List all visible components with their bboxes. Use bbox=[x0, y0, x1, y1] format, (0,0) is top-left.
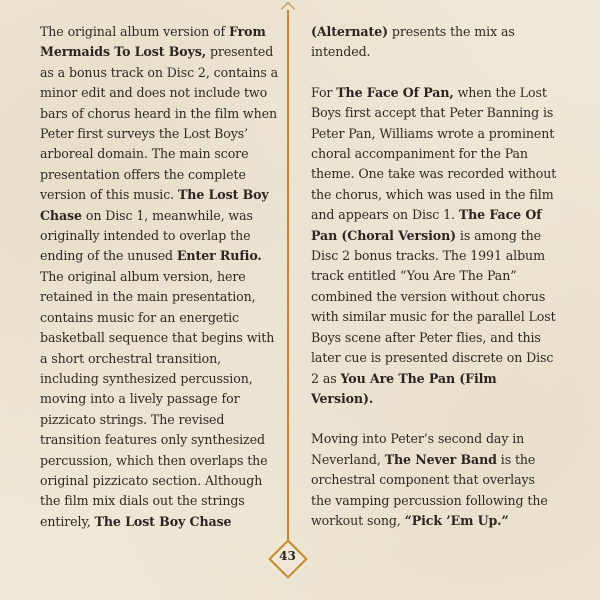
column-divider bbox=[287, 10, 289, 540]
left-column bbox=[40, 22, 280, 532]
text-run: The original album version, here retained in the main presentation, contains music for an energetic basketball sequence that begins with a short orchestral transition, including synthesized percussion, moving into a lively passage for pizzicato strings. The revised transition features only synthesized percussion, which then overlaps the original pizzicato section. Although the film mix dials out the strings entirely, bbox=[40, 268, 275, 529]
page-number-badge bbox=[270, 541, 305, 576]
text-run: presents the mix as intended. bbox=[311, 24, 515, 60]
right-column bbox=[311, 22, 557, 531]
page-number: 43 bbox=[279, 549, 296, 563]
track-title: You Are The Pan (Film Version). bbox=[311, 370, 497, 406]
text-run: is among the Disc 2 bonus tracks. The 1991 album track entitled “You Are The Pan” combined the version without chorus with similar music for the parallel Lost Boys scene after Peter flies, and this later cue is presented discrete on Disc 2 as bbox=[311, 227, 556, 386]
text-run: is the orchestral component that overlays the vamping percussion following the workout song, bbox=[311, 451, 548, 528]
right-paragraph-1 bbox=[311, 22, 557, 63]
text-run: The original album version of bbox=[40, 24, 230, 39]
track-title: “Pick ’Em Up.” bbox=[404, 512, 509, 528]
text-run: Moving into Peter’s second day in Neverland, bbox=[311, 431, 525, 467]
left-paragraph-1 bbox=[40, 22, 280, 532]
right-paragraph-2 bbox=[311, 83, 557, 410]
track-title: The Lost Boy Chase bbox=[40, 187, 269, 223]
track-title: The Face Of Pan, bbox=[336, 84, 454, 100]
track-title: The Face Of Pan (Choral Version) bbox=[311, 207, 542, 243]
text-run: For bbox=[311, 84, 337, 100]
text-run: when the Lost Boys first accept that Peter Banning is Peter Pan, Williams wrote a prominent choral accompaniment for the Pan theme. One take was recorded without the chorus, which was used in the film and appears on Disc 1. bbox=[311, 84, 557, 223]
track-title: The Never Band bbox=[384, 451, 497, 467]
track-title: (Alternate) bbox=[311, 24, 388, 39]
text-run: presented as a bonus track on Disc 2, contains a minor edit and does not include two bars of chorus heard in the film when Peter first surveys the Lost Boys’ arboreal domain. The main score presentation offers the complete version of this music. bbox=[40, 44, 279, 203]
track-title: From Mermaids To Lost Boys, bbox=[40, 24, 266, 60]
track-title: The Lost Boy Chase bbox=[94, 513, 232, 529]
text-run: on Disc 1, meanwhile, was originally intended to overlap the ending of the unused bbox=[40, 207, 253, 264]
track-title: Enter Rufio. bbox=[176, 248, 262, 264]
right-paragraph-3 bbox=[311, 429, 557, 531]
